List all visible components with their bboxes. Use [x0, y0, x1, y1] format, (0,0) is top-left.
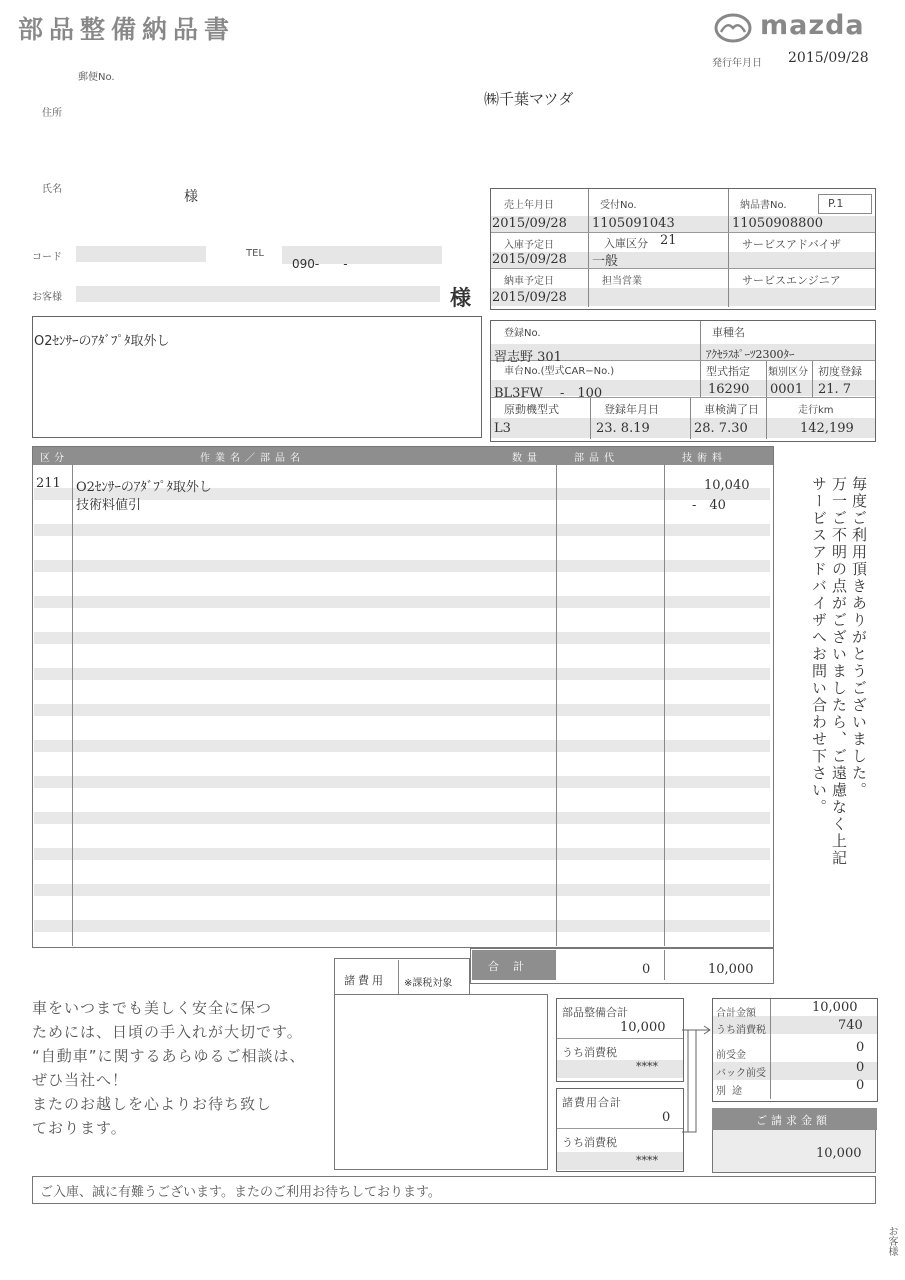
reg-date: 23. 8.19 — [596, 421, 650, 436]
address-label: 住所 — [42, 108, 62, 119]
message-block — [32, 996, 306, 1140]
reg-no: 習志野 301 — [494, 350, 562, 365]
order-divider-1 — [588, 189, 589, 307]
order-hline-2 — [491, 268, 875, 269]
separate-value: 0 — [856, 1078, 865, 1093]
table-header — [33, 447, 773, 465]
document-title: 部品整備納品書 — [18, 15, 236, 44]
planned-in-label: 入庫予定日 — [504, 240, 554, 251]
parts-tax-label: うち消費税 — [562, 1046, 617, 1059]
header-tech: 技術料 — [682, 453, 727, 464]
vehicle-divider-c — [766, 360, 767, 439]
receipt-no: 1105091043 — [592, 216, 675, 231]
tel-value: 090- - — [292, 257, 348, 271]
side-line: 万一ご不明の点がございましたら、ご遠慮なく上記 — [830, 476, 848, 867]
vehicle-divider-top — [700, 321, 701, 397]
message-line: ぜひ当社へ！ — [32, 1071, 129, 1089]
first-reg-label: 初度登録 — [818, 365, 862, 378]
header-name: 作業名／部品名 — [200, 453, 305, 464]
sales-rep-label: 担当営業 — [602, 276, 642, 287]
company-name: ㈱千葉マツダ — [484, 90, 574, 108]
model-name: ｱｸｾﾗｽﾎﾟｰﾂ2300ﾀｰ — [706, 348, 795, 361]
side-message — [809, 476, 869, 876]
mazda-logo — [714, 12, 874, 44]
order-hline-1 — [491, 232, 875, 233]
inspection-label: 車検満了日 — [704, 403, 759, 416]
final-tax: 740 — [838, 1018, 863, 1033]
planned-out-date: 2015/09/28 — [492, 290, 567, 305]
mazda-wordmark: mazda — [760, 10, 865, 41]
name-honorific: 様 — [184, 189, 198, 205]
type-label: 型式指定 — [706, 365, 750, 378]
order-divider-2 — [728, 189, 729, 307]
misc-tax: **** — [636, 1154, 658, 1167]
code-field — [76, 246, 206, 262]
message-line: またのお越しを心よりお待ち致し — [32, 1095, 273, 1113]
message-line: “自動車”に関するあらゆるご相談は、 — [32, 1047, 306, 1065]
message-line: 車をいつまでも美しく安全に保つ — [32, 999, 273, 1017]
final-divider — [770, 999, 771, 1099]
side-line: 毎度ご利用頂きありがとうございました。 — [850, 476, 868, 799]
row1-tech: 10,040 — [704, 478, 750, 493]
final-tax-label: うち消費税 — [716, 1025, 766, 1036]
chassis-label: 車台No.(型式CAR−No.) — [504, 366, 615, 377]
billing-amount: 10,000 — [816, 1146, 862, 1161]
parts-total-label: 部品整備合計 — [562, 1006, 628, 1019]
table-stripe — [34, 776, 770, 788]
back-value: 0 — [856, 1060, 865, 1075]
message-line: ております。 — [32, 1119, 127, 1137]
table-stripe — [34, 740, 770, 752]
table-stripe — [34, 848, 770, 860]
in-type-label: 入庫区分 — [604, 237, 648, 250]
vehicle-divider-b — [690, 397, 691, 439]
message-line: ためには、日頃の手入れが大切です。 — [32, 1023, 303, 1041]
row1-name: O2ｾﾝｻｰのｱﾀﾞﾌﾟﾀ取外し — [76, 480, 212, 495]
sales-date-label: 売上年月日 — [504, 200, 554, 211]
note-text: O2ｾﾝｻｰのｱﾀﾞﾌﾟﾀ取外し — [34, 334, 170, 349]
parts-summary-hline — [557, 1038, 683, 1039]
chassis-no: BL3FW - 100 — [494, 386, 603, 401]
side-line: サービスアドバイザへお問い合わせ下さい。 — [810, 476, 828, 816]
delivery-no: 11050908800 — [732, 216, 823, 231]
header-parts: 部品代 — [574, 453, 619, 464]
in-type-code: 21 — [660, 233, 677, 248]
advance-value: 0 — [856, 1040, 865, 1055]
row1-kubun: 211 — [36, 476, 61, 491]
vehicle-divider-d — [812, 360, 813, 397]
customer-honorific: 様 — [450, 286, 471, 310]
table-stripe — [34, 560, 770, 572]
sales-date: 2015/09/28 — [492, 216, 567, 231]
header-kubun: 区分 — [40, 453, 68, 464]
table-stripe — [34, 632, 770, 644]
postal-label: 郵便No. — [78, 72, 115, 83]
advance-label: 前受金 — [716, 1050, 746, 1061]
mazda-emblem-icon — [714, 13, 752, 43]
row2-name: 技術料値引 — [76, 498, 142, 513]
inspection-date: 28. 7.30 — [694, 421, 748, 436]
misc-total: 0 — [662, 1110, 671, 1125]
back-label: バック前受 — [716, 1068, 766, 1079]
type-no: 16290 — [708, 382, 750, 397]
col-divider-name — [556, 464, 557, 946]
col-divider-kubun — [72, 464, 73, 946]
planned-out-label: 納車予定日 — [504, 276, 554, 287]
misc-box — [334, 994, 548, 1170]
advisor-label: サービスアドバイザ — [742, 238, 841, 251]
planned-in-date: 2015/09/28 — [492, 252, 567, 267]
parts-total: 10,000 — [620, 1020, 666, 1035]
misc-summary-shade — [557, 1152, 683, 1170]
misc-summary-hline — [557, 1128, 683, 1129]
misc-tax-label: うち消費税 — [562, 1136, 617, 1149]
customer-field — [76, 286, 440, 302]
engine-label: 原動機型式 — [504, 403, 559, 416]
totals-tech: 10,000 — [708, 962, 754, 977]
reg-date-label: 登録年月日 — [604, 403, 659, 416]
header-qty: 数量 — [512, 453, 542, 464]
totals-parts: 0 — [642, 962, 651, 977]
misc-total-label: 諸費用合計 — [562, 1096, 622, 1109]
table-stripe — [34, 884, 770, 896]
engine-type: L3 — [494, 421, 511, 436]
table-stripe — [34, 920, 770, 932]
misc-note: ※課税対象 — [404, 978, 453, 989]
engineer-label: サービスエンジニア — [742, 274, 841, 287]
misc-label-divider — [398, 960, 399, 994]
table-stripe — [34, 812, 770, 824]
table-stripe — [34, 524, 770, 536]
copy-label: お客様 — [886, 1226, 897, 1256]
work-table — [32, 446, 774, 948]
page-number: P.1 — [828, 197, 844, 210]
class-label: 類別区分 — [768, 367, 808, 378]
code-label: コード — [32, 252, 62, 263]
name-label: 氏名 — [42, 184, 62, 195]
in-type: 一般 — [592, 254, 619, 269]
tel-label: TEL — [246, 248, 264, 259]
separate-label: 別途 — [716, 1086, 748, 1097]
page-number-box — [818, 194, 872, 214]
vehicle-divider-a — [590, 397, 591, 439]
footer-text: ご入庫、誠に有難うございます。またのご利用お待ちしております。 — [40, 1185, 441, 1200]
row2-tech: - 40 — [692, 498, 726, 513]
misc-label: 諸費用 — [344, 974, 386, 987]
table-stripe — [34, 704, 770, 716]
totals-divider — [664, 950, 665, 980]
totals-label: 合計 — [488, 960, 538, 973]
col-divider-parts — [664, 464, 665, 946]
reg-no-label: 登録No. — [504, 328, 541, 339]
receipt-no-label: 受付No. — [600, 200, 637, 211]
issue-date-label: 発行年月日 — [712, 58, 762, 69]
model-label: 車種名 — [712, 326, 745, 339]
first-reg: 21. 7 — [818, 382, 852, 397]
table-stripe — [34, 668, 770, 680]
issue-date: 2015/09/28 — [788, 50, 869, 66]
mileage: 142,199 — [800, 421, 854, 436]
class-no: 0001 — [770, 382, 804, 397]
parts-summary-shade — [557, 1060, 683, 1078]
final-total-label: 合計金額 — [716, 1008, 756, 1019]
customer-label: お客様 — [32, 292, 62, 303]
table-stripe — [34, 596, 770, 608]
mileage-label: 走行km — [798, 405, 834, 416]
final-total: 10,000 — [812, 1000, 858, 1015]
billing-label: ご請求金額 — [756, 1114, 831, 1127]
delivery-no-label: 納品書No. — [740, 200, 787, 211]
parts-tax: **** — [636, 1060, 658, 1073]
